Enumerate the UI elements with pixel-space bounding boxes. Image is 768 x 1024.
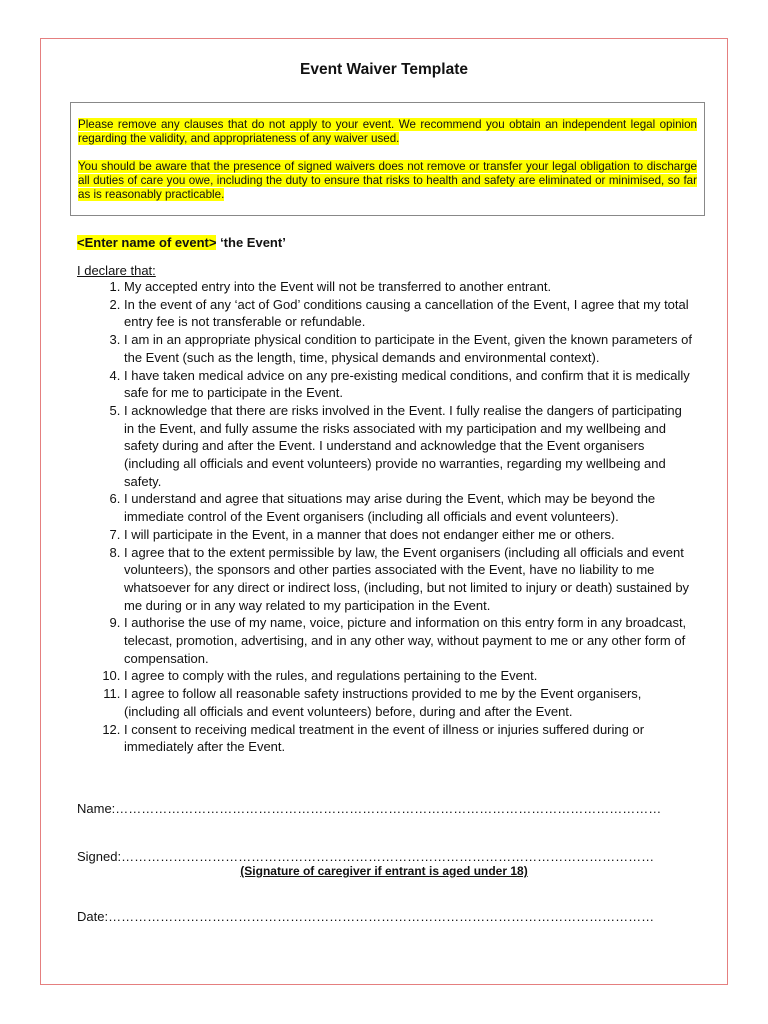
clause-item: 4. I have taken medical advice on any pre-existing medical conditions, and confirm that it is medically safe for me to participate in the Event. [124, 367, 693, 402]
date-field[interactable]: Date:……………………………………………………………………………………………………………… [77, 909, 655, 924]
notice-paragraph-1: Please remove any clauses that do not apply to your event. We recommend you obtain an independent legal opinion regarding the validity, and appropriateness of any waiver used. [78, 118, 697, 145]
notice-paragraph-2: You should be aware that the presence of signed waivers does not remove or transfer your legal obligation to discharge all duties of care you owe, including the duty to ensure that risks to health and safety are eliminated or minimised, so far as is reasonably practicable. [78, 160, 697, 201]
clause-item: 3. I am in an appropriate physical condition to participate in the Event, given the known parameters of the Event (such as the length, time, physical demands and environmental context). [124, 331, 693, 366]
clause-item: 12. I consent to receiving medical treatment in the event of illness or injuries suffered during or immediately after the Event. [124, 721, 693, 756]
document-title: Event Waiver Template [300, 61, 468, 78]
clause-item: 7. I will participate in the Event, in a manner that does not endanger either me or others. [124, 526, 693, 544]
signature-caption: (Signature of caregiver if entrant is aged under 18) [240, 864, 528, 878]
name-field[interactable]: Name:……………………………………………………………………………………………………………… [77, 801, 662, 816]
event-label: ‘the Event’ [216, 235, 286, 250]
clause-list [77, 278, 693, 756]
clause-item: 9. I authorise the use of my name, voice, picture and information on this entry form in any broadcast, telecast, promotion, advertising, and in any other way, without payment to me or any other form of compensation. [124, 614, 693, 667]
notice-box [70, 102, 705, 216]
clause-item: 2. In the event of any ‘act of God’ conditions causing a cancellation of the Event, I agree that my total entry fee is not transferable or refundable. [124, 296, 693, 331]
clause-item: 1. My accepted entry into the Event will not be transferred to another entrant. [124, 278, 693, 296]
declaration-heading: I declare that: [77, 263, 156, 278]
clause-item: 11. I agree to follow all reasonable safety instructions provided to me by the Event organisers, (including all officials and event volunteers) before, during and after the Event. [124, 685, 693, 720]
event-name-placeholder[interactable]: <Enter name of event> [77, 235, 217, 250]
clause-item: 8. I agree that to the extent permissible by law, the Event organisers (including all officials and event volunteers), the sponsors and other parties associated with the Event, have no liability to me whatsoever for any direct or indirect loss, (including, but not limited to injury or death) sustained by me during or in any way related to my participation in the Event. [124, 544, 693, 615]
document-page [40, 38, 728, 985]
clause-item: 5. I acknowledge that there are risks involved in the Event. I fully realise the dangers of participating in the Event, and fully assume the risks associated with my participation and my wellbeing and safety during and after the Event. I understand and acknowledge that the Event organisers (including all officials and event volunteers) provide no warranties, regarding my wellbeing and safety. [124, 402, 693, 491]
clause-item: 10. I agree to comply with the rules, and regulations pertaining to the Event. [124, 667, 693, 685]
signed-field[interactable]: Signed:…………………………………………………………………………………………………………… [77, 849, 655, 864]
event-name-line [77, 235, 286, 250]
clause-item: 6. I understand and agree that situations may arise during the Event, which may be beyond the immediate control of the Event organisers (including all officials and event volunteers). [124, 490, 693, 525]
